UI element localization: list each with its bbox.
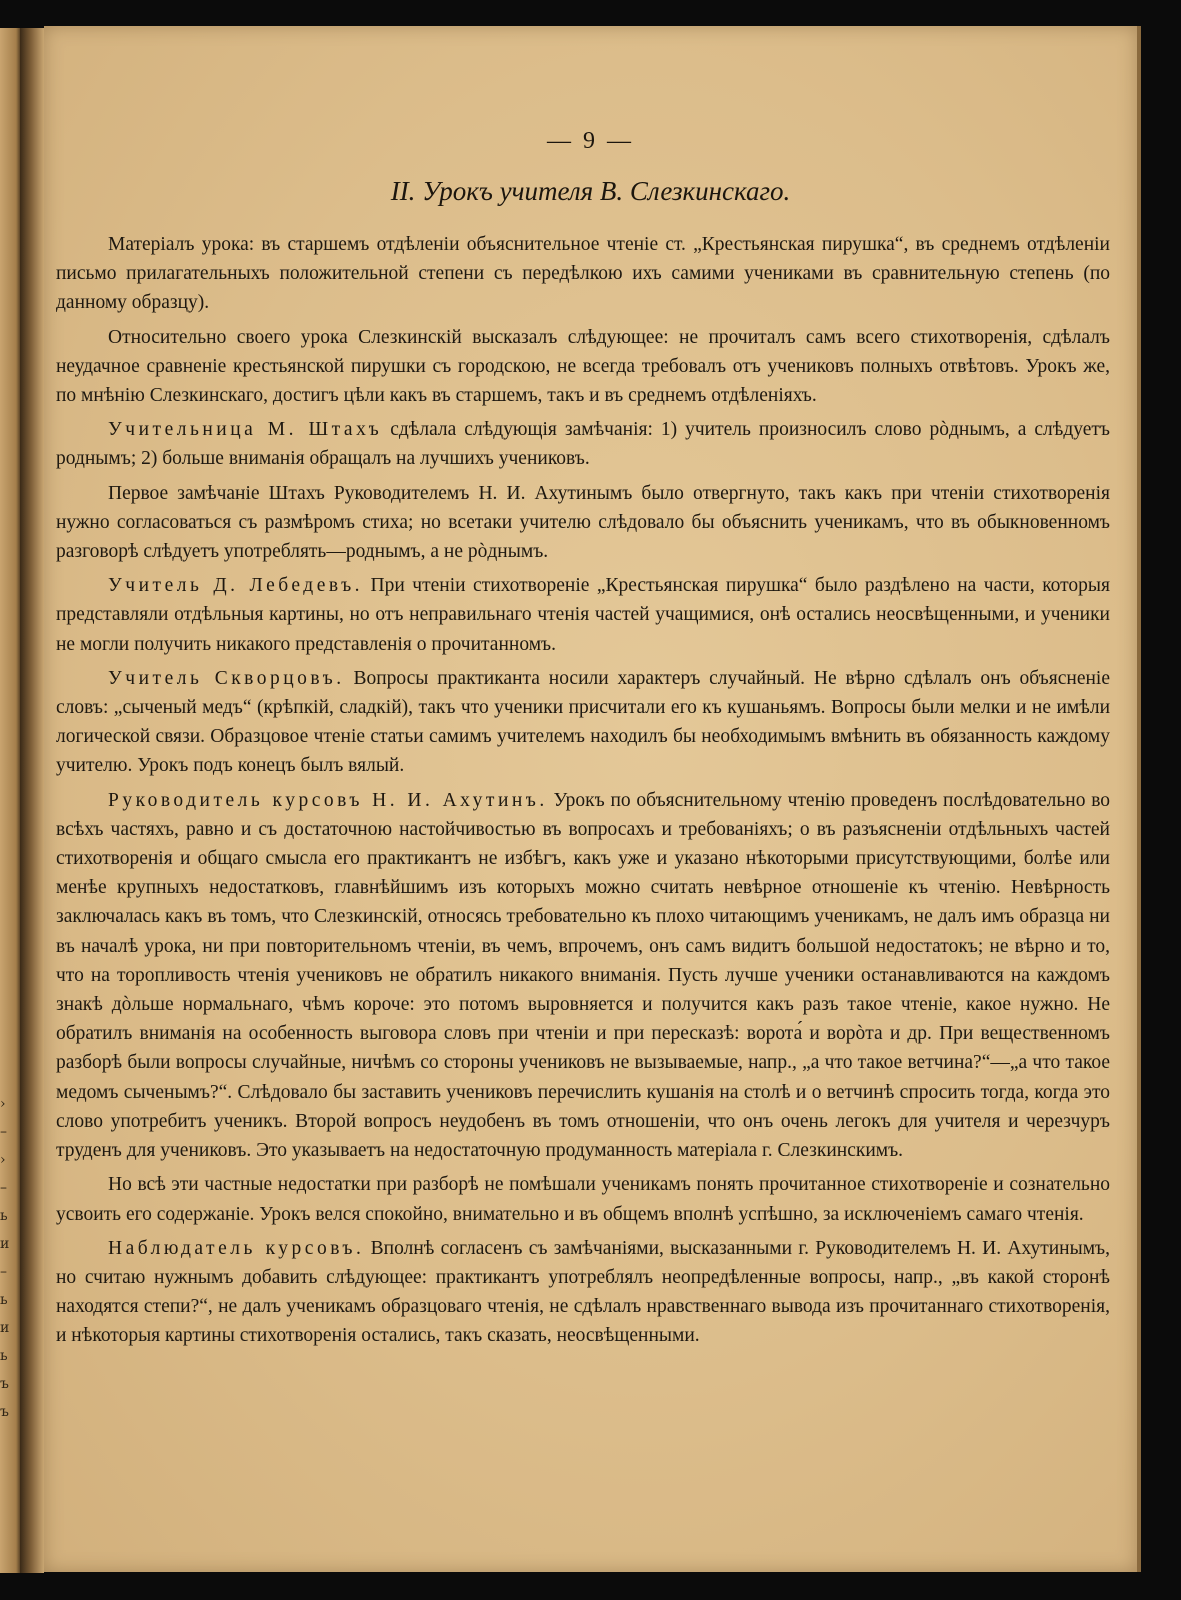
paragraph-1 [56,230,1110,318]
paragraph-text: Урокъ по объяснительному чтенію проведенъ послѣдовательно во всѣхъ частяхъ, равно и съ достаточною настойчивостью въ вопросахъ и требованіяхъ; о въ разъясненіи отдѣльныхъ частей стихотворенія и общаго смысла его практикантъ не избѣгъ, какъ уже и указано нѣкоторыми присутствующими, болѣе или менѣе крупныхъ недостатковъ, главнѣйшимъ изъ которыхъ можно считать невѣрное отношеніе къ чтенію. Невѣрность заключалась какъ въ томъ, что Слезкинскій, относясь требовательно къ плохо читающимъ ученикамъ, не далъ имъ образца ни въ началѣ урока, ни при повторительномъ чтеніи, въ чемъ, впрочемъ, онъ самъ видитъ большой недостатокъ; не вѣрно и то, что на торопливость чтенія учениковъ не обратилъ никакого вниманія. Пусть лучше ученики останавливаются на каждомъ знакѣ дòльше нормальнаго, чѣмъ короче: это потомъ выровняется и получится какъ разъ такое чтеніе, какое нужно. Не обратилъ вниманія на особенность выговора словъ при чтеніи и при пересказѣ: ворота́ и ворòта и др. При вещественномъ разборѣ были вопросы случайные, ничѣмъ со стороны учениковъ не вызываемые, напр., „а что такое ветчина?“—„а что такое медомъ сыченымъ?“. Слѣдовало бы заставить учениковъ перечислить кушанія на столѣ и о ветчинѣ спросить тогда, когда это слово употребитъ ученикъ. Второй вопросъ неудобенъ въ томъ отношеніи, что онъ очень легокъ для учителя и черезчуръ труденъ для учениковъ. Это указываетъ на недостаточную продуманность матеріала г. Слезкинскимъ. [56,789,1111,1162]
paragraph-text: Но всѣ эти частные недостатки при разборѣ не помѣшали ученикамъ понять прочитанное стихотвореніе и сознательно усвоить его содержаніе. Урокъ велся спокойно, внимательно и въ общемъ вполнѣ успѣшно, за исключеніемъ самаго чтенія. [56,1174,1110,1225]
left-page-fragment: › – › – ь и – ь и ь ъ ъ [0,1096,10,1420]
paragraph-text: Вполнѣ согласенъ съ замѣчаніями, высказанными г. Руководителемъ Н. И. Ахутинымъ, но считаю нужнымъ добавить слѣдующее: практикантъ употреблялъ неопредѣленные вопросы, напр., „въ какой сторонѣ находятся степи?“, не далъ ученикамъ образцоваго чтенія, не сдѣлалъ нравственнаго вывода изъ прочитаннаго стихотворенія, и нѣкоторыя картины стихотворенія остались, такъ сказать, неосвѣщенными. [56,1237,1111,1347]
body-text [56,230,1110,1356]
paragraph-5 [56,571,1110,659]
paragraph-text: При чтеніи стихотвореніе „Крестьянская пирушка“ было раздѣлено на части, которыя представляли отдѣльныя картины, но отъ неправильнаго чтенія частей учащимися, онѣ остались неосвѣщенными, и ученики не могли получить никакого представленія о прочитанномъ. [56,575,1111,655]
paragraph-text: Вопросы практиканта носили характеръ случайный. Не вѣрно сдѣлалъ онъ объясненіе словъ: „сыченый медъ“ (крѣпкій, сладкій), такъ что ученики присчитали его къ кушаньямъ. Вопросы были мелки и не имѣли логической связи. Образцовое чтеніе статьи самимъ учителемъ находилъ бы необходимымъ вмѣнить въ обязанность каждому учителю. Урокъ подъ конецъ былъ вялый. [56,667,1110,777]
book-gutter [20,28,44,1573]
paragraph-text: сдѣлала слѣдующія замѣчанія: 1) учитель произносилъ слово рòднымъ, а слѣдуетъ роднымъ; 2) больше вниманія обращалъ на лучшихъ учениковъ. [56,419,1111,470]
speaker-name: Учитель Скворцовъ. [108,667,345,689]
page-right-edge [1137,26,1141,1572]
section-heading: II. Урокъ учителя В. Слезкинскаго. [390,176,791,206]
paragraph-3 [56,415,1110,473]
paragraph-text: Первое замѣчаніе Штахъ Руководителемъ Н. И. Ахутинымъ было отвергнуто, такъ какъ при чтеніи стихотворенія нужно согласоваться съ размѣромъ стиха; но всетаки учителю слѣдовало бы объяснить ученикамъ, что въ обыкновенномъ разговорѣ слѣдуетъ употреблять—роднымъ, а не рòднымъ. [56,482,1110,563]
page-number: — 9 — [547,128,634,154]
paragraph-8 [56,1170,1110,1228]
speaker-name: Учитель Д. Лебедевъ. [108,575,364,597]
paragraph-text: Относительно своего урока Слезкинскій высказалъ слѣдующее: не прочиталъ самъ всего стихотворенія, сдѣлалъ неудачное сравненіе крестьянской пирушки съ городскою, не всегда требовалъ отъ учениковъ полныхъ отвѣтовъ. Урокъ же, по мнѣнію Слезкинскаго, достигъ цѣли какъ въ старшемъ, такъ и въ среднемъ отдѣленіяхъ. [56,326,1110,407]
paragraph-6 [56,664,1110,781]
paragraph-9 [56,1234,1110,1351]
speaker-name: Наблюдатель курсовъ. [108,1237,365,1259]
paragraph-text: Матеріалъ урока: въ старшемъ отдѣленіи объяснительное чтеніе ст. „Крестьянская пирушка“, въ среднемъ отдѣленіи письмо прилагательныхъ положительной степени съ передѣлкою ихъ самими учениками въ сравнительную степень (по данному образцу). [56,234,1110,314]
document-page [44,26,1137,1572]
paragraph-4 [56,479,1110,567]
paragraph-7 [56,786,1110,1166]
paragraph-2 [56,323,1110,411]
speaker-name: Руководитель курсовъ Н. И. Ахутинъ. [108,789,548,811]
speaker-name: Учительница М. Штахъ [108,419,383,441]
